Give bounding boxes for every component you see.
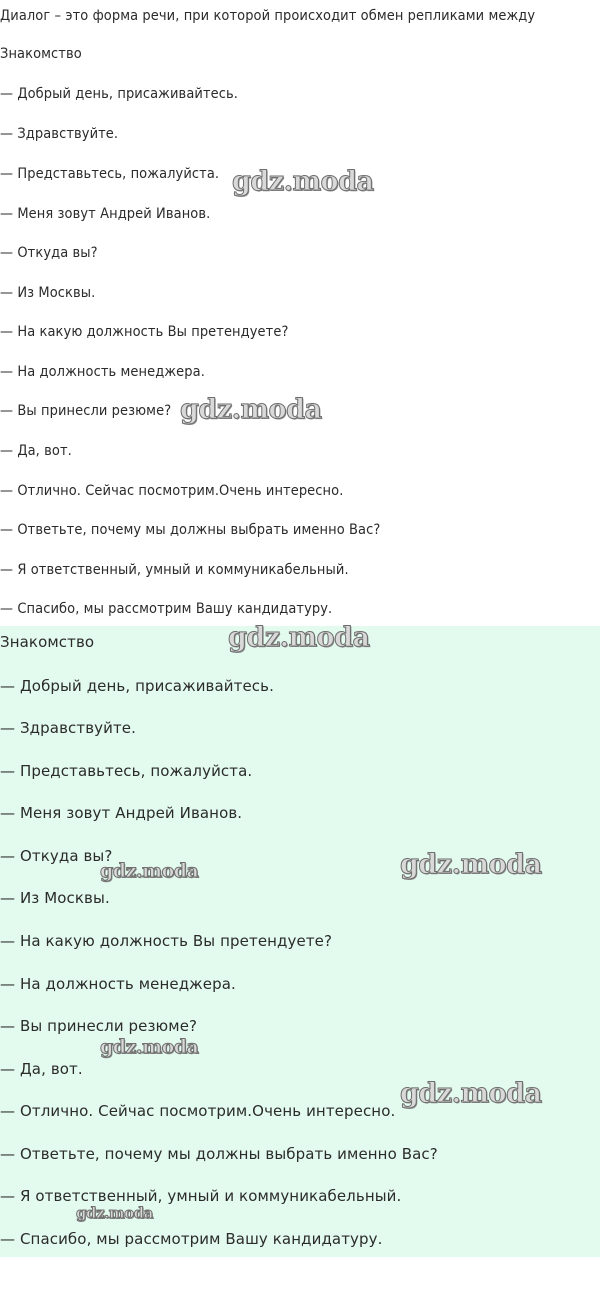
section-heading: Знакомство: [0, 633, 95, 651]
dialogue-line: — Из Москвы.: [0, 285, 96, 301]
first-dialogue-section: [0, 0, 600, 626]
watermark-logo: gdz.moda: [180, 394, 322, 425]
dialogue-line: — На какую должность Вы претендуете?: [0, 324, 289, 340]
dialogue-line: — На какую должность Вы претендуете?: [0, 932, 333, 950]
dialogue-line: — На должность менеджера.: [0, 364, 205, 380]
watermark-logo: gdz.moda: [400, 1078, 542, 1109]
watermark-logo: gdz.moda: [400, 849, 542, 880]
dialogue-line: — Откуда вы?: [0, 245, 98, 261]
dialogue-line: — Ответьте, почему мы должны выбрать именно Вас?: [0, 522, 381, 538]
dialogue-line: — Меня зовут Андрей Иванов.: [0, 804, 243, 822]
dialogue-line: — Откуда вы?: [0, 847, 113, 865]
dialogue-line: — Меня зовут Андрей Иванов.: [0, 206, 211, 222]
dialogue-line: — Спасибо, мы рассмотрим Вашу кандидатуру.: [0, 1230, 383, 1248]
dialogue-line: — Да, вот.: [0, 1060, 83, 1078]
dialogue-line: — Я ответственный, умный и коммуникабельный.: [0, 1187, 402, 1205]
dialogue-line: — Из Москвы.: [0, 889, 110, 907]
dialogue-line: — Здравствуйте.: [0, 719, 136, 737]
dialogue-line: — Вы принесли резюме?: [0, 1017, 198, 1035]
dialogue-line: — Добрый день, присаживайтесь.: [0, 677, 274, 695]
dialogue-line: — Да, вот.: [0, 443, 72, 459]
intro-text: Диалог – это форма речи, при которой происходит обмен репликами между: [0, 8, 536, 24]
dialogue-line: — Представьтесь, пожалуйста.: [0, 166, 220, 182]
watermark-logo: gdz.moda: [228, 622, 370, 653]
dialogue-line: — Спасибо, мы рассмотрим Вашу кандидатуру.: [0, 601, 333, 617]
dialogue-line: — Ответьте, почему мы должны выбрать именно Вас?: [0, 1145, 438, 1163]
dialogue-line: — На должность менеджера.: [0, 975, 236, 993]
section-heading: Знакомство: [0, 46, 82, 62]
dialogue-line: — Вы принесли резюме?: [0, 403, 172, 419]
dialogue-line: — Отлично. Сейчас посмотрим.Очень интересно.: [0, 483, 344, 499]
dialogue-line: — Я ответственный, умный и коммуникабельный.: [0, 562, 349, 578]
dialogue-line: — Здравствуйте.: [0, 126, 119, 142]
dialogue-line: — Отлично. Сейчас посмотрим.Очень интересно.: [0, 1102, 396, 1120]
dialogue-line: — Представьтесь, пожалуйста.: [0, 762, 253, 780]
watermark-logo: gdz.moda: [100, 860, 199, 882]
watermark-logo: gdz.moda: [100, 1036, 199, 1058]
watermark-logo: gdz.moda: [76, 1204, 153, 1222]
watermark-logo: gdz.moda: [232, 166, 374, 197]
dialogue-line: — Добрый день, присаживайтесь.: [0, 86, 238, 102]
second-dialogue-section: [0, 622, 600, 1257]
